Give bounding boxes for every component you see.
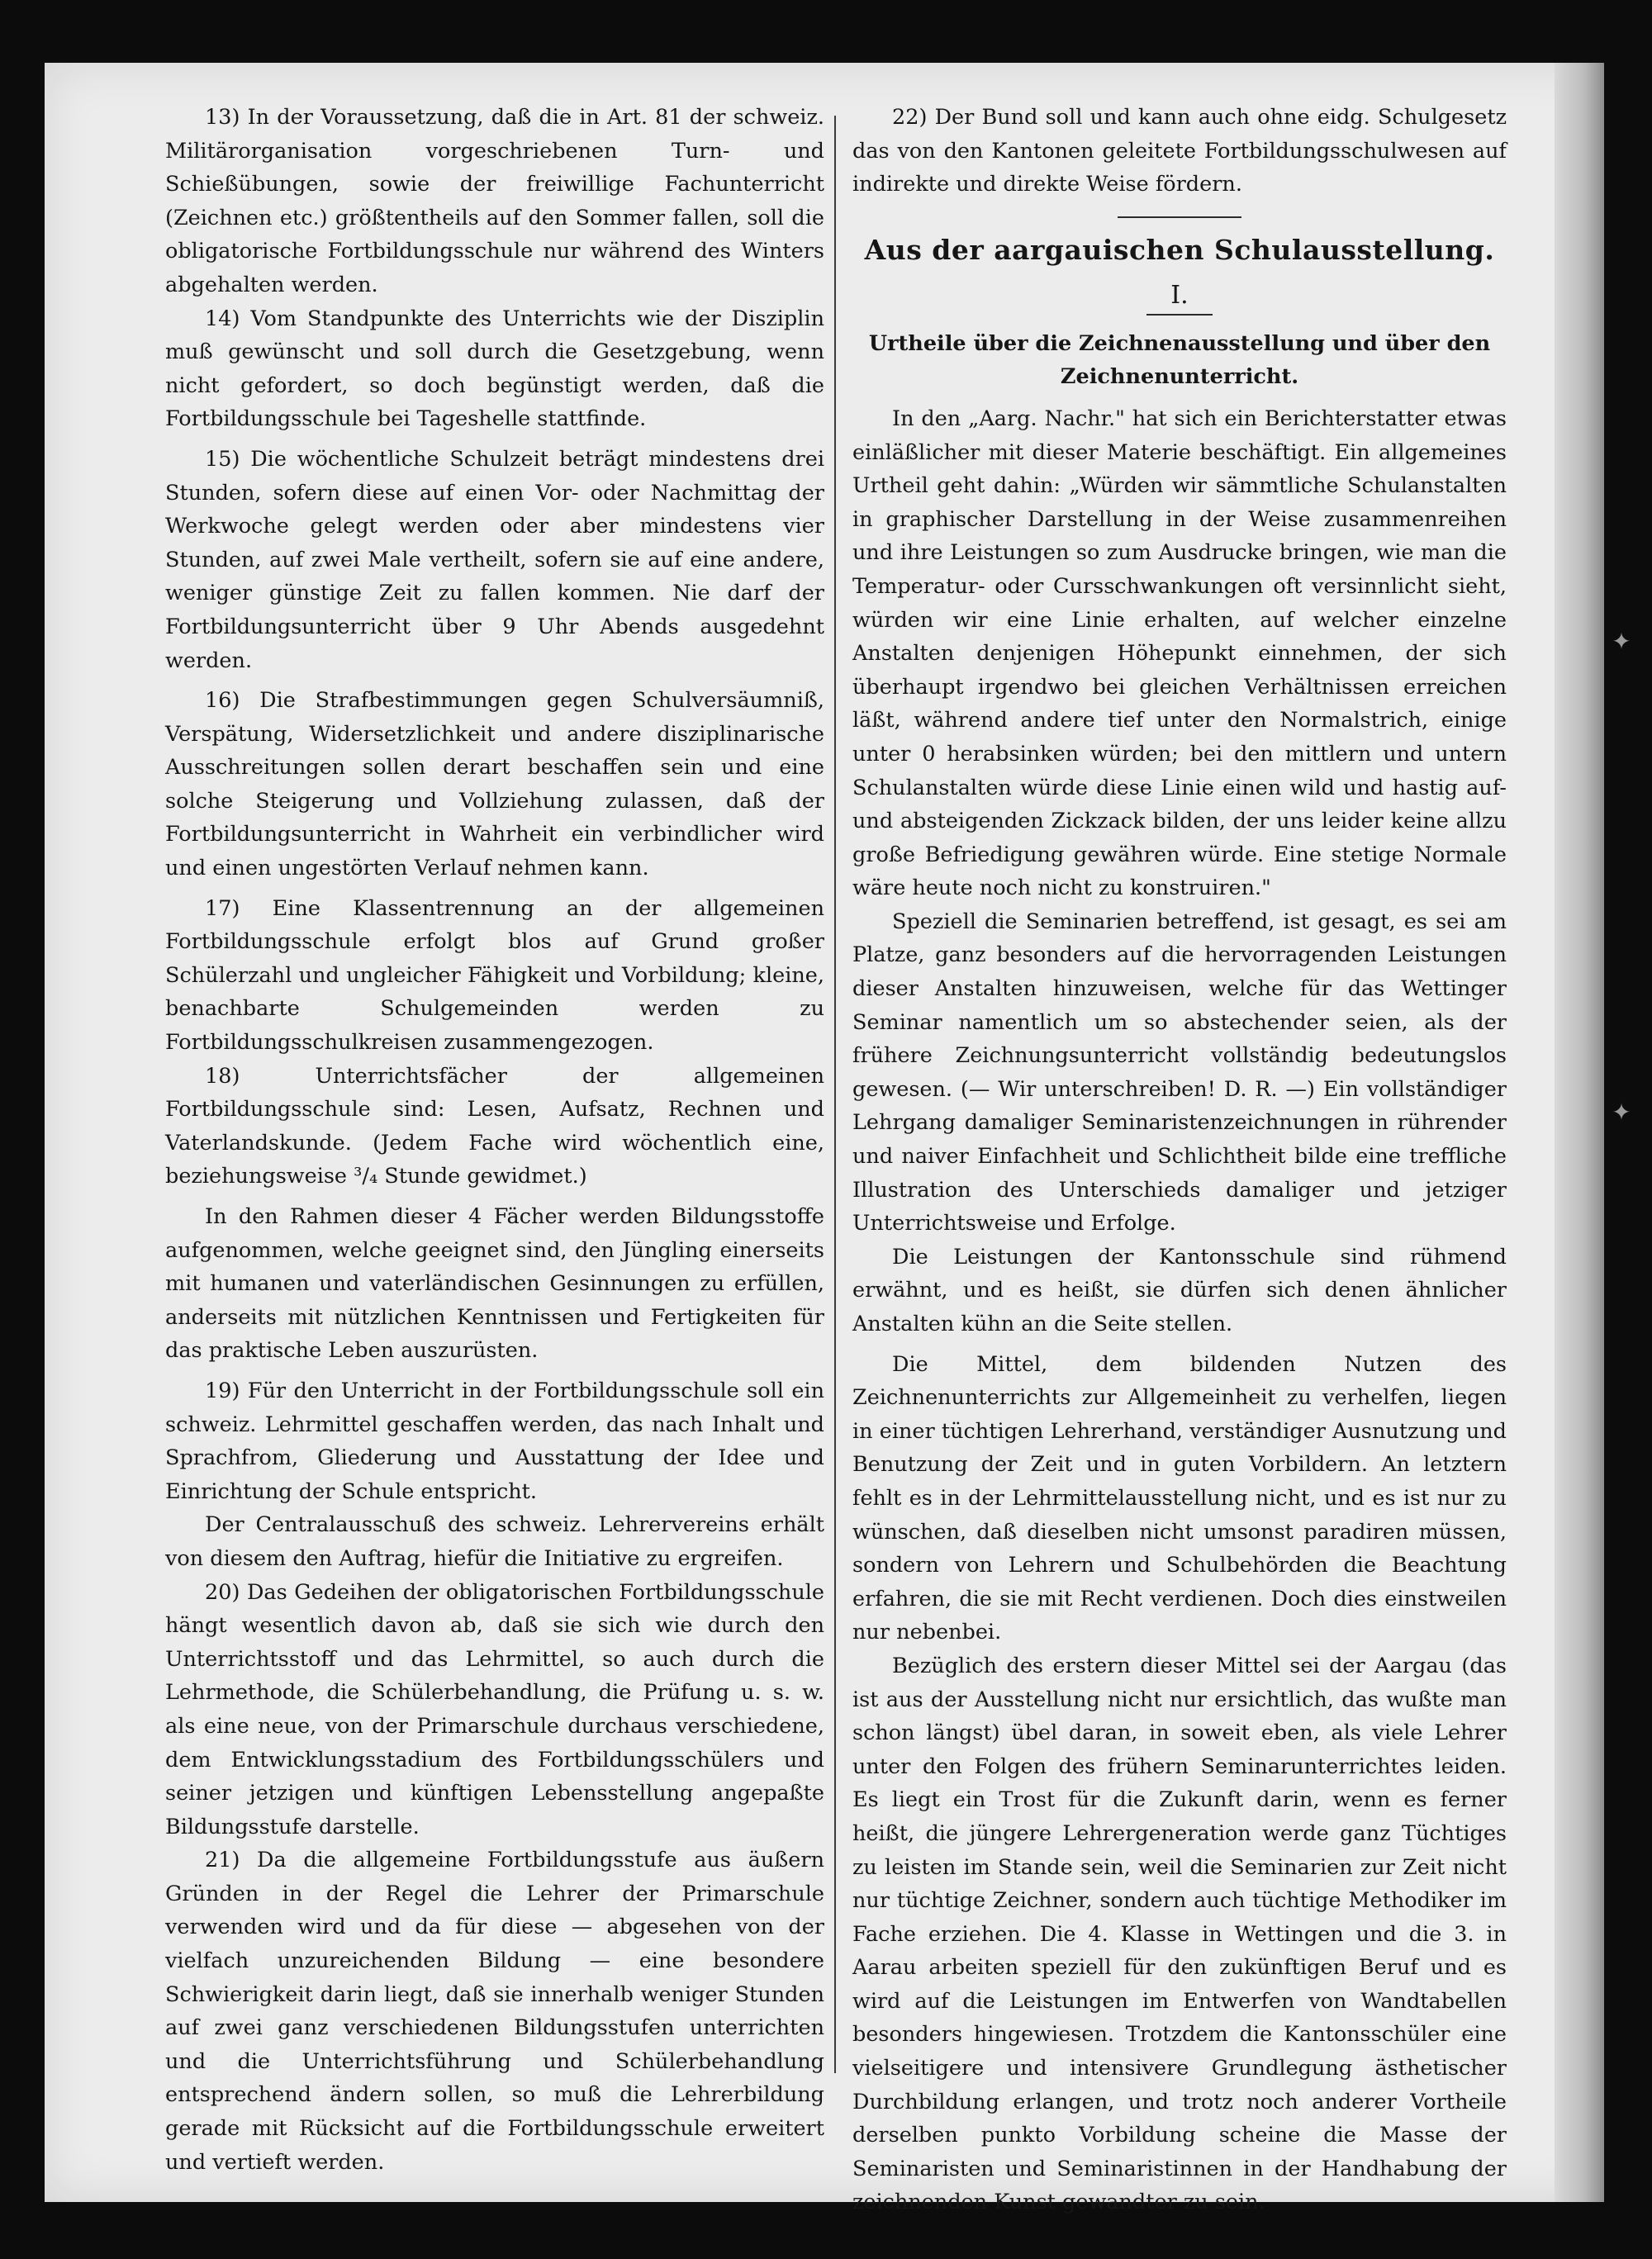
article-paragraph: In den „Aarg. Nachr." hat sich ein Berichterstatter etwas einläßlicher mit dieser Materie beschäftigt. Ein allgemeines Urtheil geht dahin: „Würden wir sämmtliche Schulanstalten in graphischer Darstellung in der Weise zusammenreihen und ihre Leistungen so zum Ausdrucke bringen, wie man die Temperatur- oder Cursschwankungen oft versinnlicht sieht, würden wir eine Linie erhalten, auf welcher einzelne Anstalten denjenigen Höhepunkt einnehmen, der sich überhaupt irgendwo bei gleichen Verhältnissen erreichen läßt, während andere tief unter den Normalstrich, einige unter 0 herabsinken würden; bei den mittlern und untern Schulanstalten würde diese Linie einen wild und hastig auf- und absteigenden Zickzack bilden, der uns leider keine allzu große Befriedigung gewähren würde. Eine stetige Normale wäre heute noch nicht zu konstruiren." [852,406,1507,901]
paragraph-21: 21) Da die allgemeine Fortbildungsstufe aus äußern Gründen in der Regel die Lehrer der Primarschule verwenden wird und da für diese — abgesehen von der vielfach unzureichenden Bildung — eine besondere Schwierigkeit darin liegt, daß sie innerhalb weniger Stunden auf zwei ganz verschiedenen Bildungsstufen unterrichten und die Unterrichtsführung und Schülerbehandlung entsprechend ändern sollen, so muß die Lehrerbildung gerade mit Rücksicht auf die Fortbildungsschule erweitert und vertieft werden. [165,1848,824,2175]
paragraph-15: 15) Die wöchentliche Schulzeit beträgt mindestens drei Stunden, sofern diese auf einen Vor- oder Nachmittag der Werkwoche gelegt werden oder aber mindestens vier Stunden, auf zwei Male vertheilt, sofern sie auf eine andere, weniger günstige Zeit zu fallen kommen. Nie darf der Fortbildungsunterricht über 9 Uhr Abends ausgedehnt werden. [165,446,824,673]
paragraph-18: 18) Unterrichtsfächer der allgemeinen Fortbildungsschule sind: Lesen, Aufsatz, Rechnen und Vaterlandskunde. (Jedem Fache wird wöchentlich eine, beziehungsweise ³/₄ Stunde gewidmet.) [165,1063,824,1189]
paragraph-20: 20) Das Gedeihen der obligatorischen Fortbildungsschule hängt wesentlich davon ab, daß sie sich wie durch den Unterrichtsstoff und das Lehrmittel, so auch durch die Lehrmethode, die Schülerbehandlung, die Prüfung u. s. w. als eine neue, von der Primarschule durchaus verschiedene, dem Entwicklungsstadium des Fortbildungsschülers und seiner jetzigen und künftigen Lebensstellung angepaßte Bildungsstufe darstelle. [165,1579,824,1839]
section-number-rule [1146,314,1213,316]
paragraph-19: 19) Für den Unterricht in der Fortbildungsschule soll ein schweiz. Lehrmittel geschaffen werden, das nach Inhalt und Sprachfrom, Gliederung und Ausstattung der Idee und Einrichtung der Schule entspricht. [165,1378,824,1504]
article-subheading: Urtheile über die Zeichnenausstellung und über den Zeichnenunterricht. [868,330,1491,390]
article-paragraph: Bezüglich des erstern dieser Mittel sei der Aargau (das ist aus der Ausstellung nicht nur ersichtlich, das wußte man schon längst) übel daran, in soweit eben, als viele Lehrer unter den Folgen des frühern Seminarunterrichtes leiden. Es liegt ein Trost für die Zukunft darin, wenn es ferner heißt, die jüngere Lehrergeneration werde ganz Tüchtiges zu leisten im Stande sein, weil die Seminarien zur Zeit nicht nur tüchtige Zeichner, sondern auch tüchtige Methodiker im Fache erziehen. Die 4. Klasse in Wettingen und die 3. in Aarau arbeiten speziell für den zukünftigen Beruf und es wird auf die Leistungen im Entwerfen von Wandtabellen besonders hingewiesen. Trotzdem die Kantonsschüler eine vielseitigere und intensivere Grundlegung ästhetischer Durchbildung erlangen, und trotz noch anderer Vortheile derselben punkto Vorbildung scheine die Masse der Seminaristen und Seminaristinnen in der Handhabung der zeichnenden Kunst gewandter zu sein. [852,1653,1507,2215]
paragraph-17: 17) Eine Klassentrennung an der allgemeinen Fortbildungsschule erfolgt blos auf Grund großer Schülerzahl und ungleicher Fähigkeit und Vorbildung; kleine, benachbarte Schulgemeinden werden zu Fortbildungsschulkreisen zusammengezogen. [165,895,824,1056]
paragraph-22: 22) Der Bund soll und kann auch ohne eidg. Schulgesetz das von den Kantonen geleitete Fortbildungsschulwesen auf indirekte und direkte Weise fördern. [852,105,1507,197]
paragraph-19-cont: Der Centralausschuß des schweiz. Lehrervereins erhält von diesem den Auftrag, hiefür die Initiative zu ergreifen. [165,1512,824,1571]
paragraph-13: 13) In der Voraussetzung, daß die in Art. 81 der schweiz. Militärorganisation vorgeschriebenen Turn- und Schießübungen, sowie der freiwillige Fachunterricht (Zeichnen etc.) größtentheils auf den Sommer fallen, soll die obligatorische Fortbildungsschule nur während des Winters abgehalten werden. [165,105,824,297]
section-title: Aus der aargauischen Schulausstellung. [864,233,1495,266]
section-number: I. [1170,280,1189,310]
paragraph-16: 16) Die Strafbestimmungen gegen Schulversäumniß, Verspätung, Widersetzlichkeit und andere disziplinarische Ausschreitungen sollen derart beschaffen sein und eine solche Steigerung und Vollziehung zulassen, daß der Fortbildungsunterricht in Wahrheit ein verbindlicher wird und einen ungestörten Verlauf nehmen kann. [165,688,824,881]
paragraph-14: 14) Vom Standpunkte des Unterrichts wie der Disziplin muß gewünscht und soll durch die Gesetzgebung, wenn nicht gefordert, so doch begünstigt werden, daß die Fortbildungsschule bei Tageshelle stattfinde. [165,306,824,432]
left-column [165,101,824,2179]
section-separator [1118,216,1241,218]
article-paragraph: Die Mittel, dem bildenden Nutzen des Zeichnenunterrichts zur Allgemeinheit zu verhelfen, liegen in einer tüchtigen Lehrerhand, verständiger Ausnutzung und Benutzung der Zeit und in guten Vorbildern. An letztern fehlt es in der Lehrmittelausstellung nicht, und es ist nur zu wünschen, daß dieselben nicht umsonst paradiren müssen, sondern von Lehrern und Schulbehörden die Beachtung erfahren, die sie mit Recht verdienen. Doch dies einstweilen nur nebenbei. [852,1351,1507,1645]
page-edge-shadow [1555,63,1604,2202]
article-paragraph: Speziell die Seminarien betreffend, ist gesagt, es sei am Platze, ganz besonders auf die hervorragenden Leistungen dieser Anstalten hinzuweisen, welche für das Wettinger Seminar namentlich um so abstechender seien, als der frühere Zeichnungsunterricht vollständig bedeutungslos gewesen. (— Wir unterschreiben! D. R. —) Ein vollständiger Lehrgang damaliger Seminaristenzeichnungen in rührender und naiver Einfachheit und Schlichtheit bilde eine treffliche Illustration des Unterschieds damaliger und jetziger Unterrichtsweise und Erfolge. [852,909,1507,1236]
column-divider [834,116,836,2073]
right-column [852,101,1507,2219]
article-paragraph: Die Leistungen der Kantonsschule sind rühmend erwähnt, und es heißt, sie dürfen sich denen ähnlicher Anstalten kühn an die Seite stellen. [852,1244,1507,1336]
binding-hole-mark: ✦ [1612,628,1631,655]
binding-hole-mark: ✦ [1612,1099,1631,1126]
paragraph-18-cont: In den Rahmen dieser 4 Fächer werden Bildungsstoffe aufgenommen, welche geeignet sind, den Jüngling einerseits mit humanen und vaterländischen Gesinnungen zu erfüllen, anderseits mit nützlichen Kenntnissen und Fertigkeiten für das praktische Leben auszurüsten. [165,1204,824,1364]
